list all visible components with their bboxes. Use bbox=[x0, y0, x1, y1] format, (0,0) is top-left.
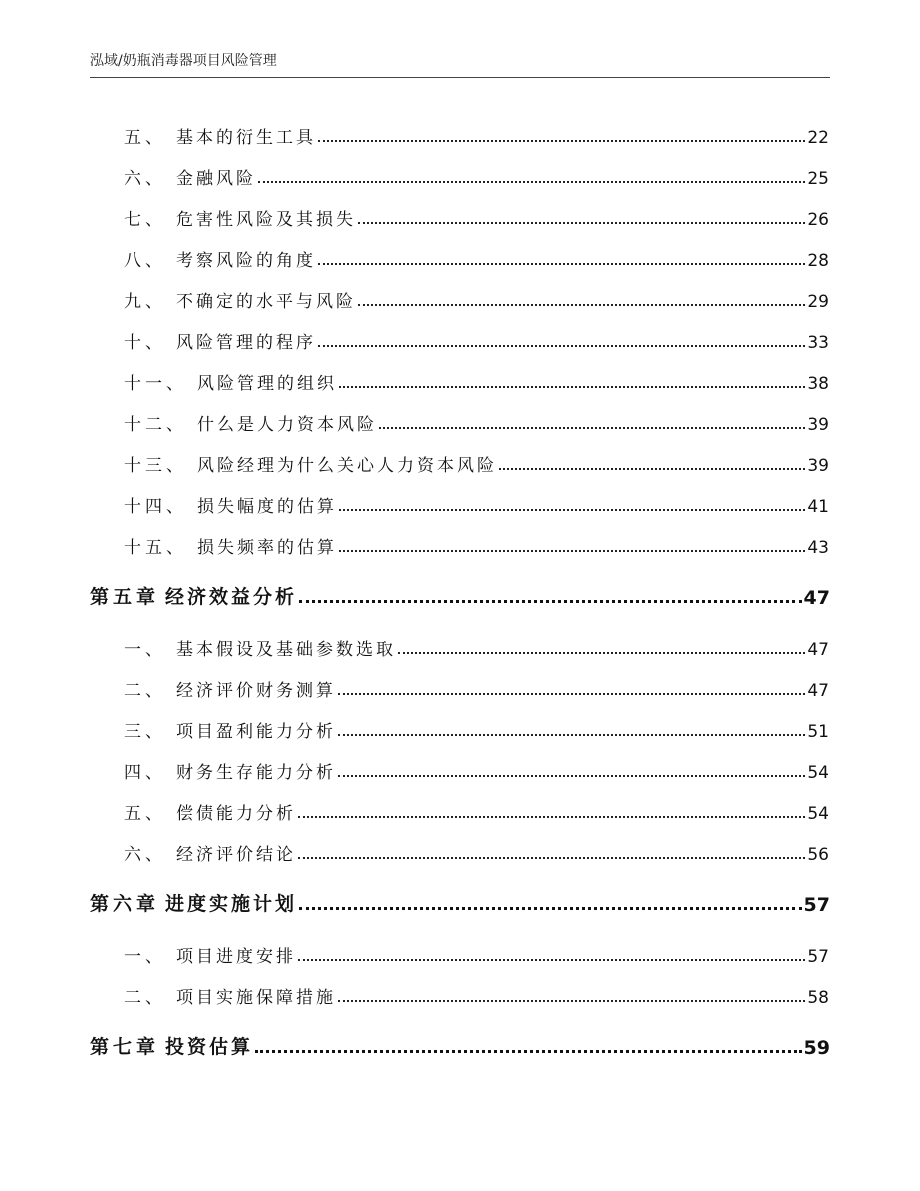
toc-entry-number: 十三、 bbox=[124, 456, 187, 476]
toc-page-number: 47 bbox=[807, 640, 829, 660]
toc-page-number: 43 bbox=[807, 538, 829, 558]
toc-entry-label bbox=[124, 410, 377, 435]
toc-section-entry[interactable] bbox=[124, 204, 829, 230]
toc-page-number: 54 bbox=[807, 804, 829, 824]
toc-dot-leader bbox=[298, 857, 805, 859]
toc-dot-leader bbox=[318, 140, 805, 142]
toc-page-number: 47 bbox=[807, 681, 829, 701]
toc-section-entry[interactable] bbox=[124, 491, 829, 517]
toc-entry-number: 九、 bbox=[124, 292, 166, 312]
toc-dot-leader bbox=[299, 907, 802, 910]
toc-section-entry[interactable] bbox=[124, 327, 829, 353]
toc-chapter-entry[interactable] bbox=[90, 1033, 830, 1059]
toc-section-entry[interactable] bbox=[124, 798, 829, 824]
toc-dot-leader bbox=[379, 427, 805, 429]
toc-entry-title: 进度实施计划 bbox=[165, 893, 298, 915]
toc-page-number: 57 bbox=[807, 947, 829, 967]
toc-entry-label bbox=[90, 582, 297, 609]
toc-section-entry[interactable] bbox=[124, 839, 829, 865]
toc-dot-leader bbox=[299, 600, 802, 603]
toc-chapter-entry[interactable] bbox=[90, 890, 830, 916]
toc-entry-title: 危害性风险及其损失 bbox=[176, 210, 356, 230]
toc-section-entry[interactable] bbox=[124, 122, 829, 148]
toc-entry-title: 项目进度安排 bbox=[176, 947, 296, 967]
toc-page-number: 38 bbox=[807, 374, 829, 394]
toc-entry-title: 项目实施保障措施 bbox=[176, 988, 336, 1008]
toc-section-entry[interactable] bbox=[124, 532, 829, 558]
toc-entry-label bbox=[124, 942, 296, 967]
toc-entry-title: 经济效益分析 bbox=[165, 586, 298, 608]
toc-entry-number: 七、 bbox=[124, 210, 166, 230]
toc-section-entry[interactable] bbox=[124, 450, 829, 476]
toc-entry-title: 风险经理为什么关心人力资本风险 bbox=[197, 456, 497, 476]
toc-section-entry[interactable] bbox=[124, 982, 829, 1008]
toc-page-number: 57 bbox=[803, 894, 830, 916]
toc-entry-title: 投资估算 bbox=[165, 1036, 254, 1058]
toc-dot-leader bbox=[499, 468, 805, 470]
toc-page-number: 54 bbox=[807, 763, 829, 783]
toc-page-number: 47 bbox=[803, 587, 830, 609]
toc-page-number: 51 bbox=[807, 722, 829, 742]
toc-entry-title: 风险管理的程序 bbox=[176, 333, 316, 353]
toc-entry-number: 第七章 bbox=[90, 1036, 160, 1058]
toc-entry-title: 考察风险的角度 bbox=[176, 251, 316, 271]
toc-dot-leader bbox=[298, 959, 805, 961]
toc-entry-number: 一、 bbox=[124, 947, 166, 967]
toc-entry-label bbox=[124, 635, 396, 660]
toc-entry-title: 财务生存能力分析 bbox=[176, 763, 336, 783]
toc-page-number: 59 bbox=[803, 1037, 830, 1059]
toc-page-number: 33 bbox=[807, 333, 829, 353]
toc-section-entry[interactable] bbox=[124, 716, 829, 742]
toc-section-entry[interactable] bbox=[124, 368, 829, 394]
toc-entry-label bbox=[124, 983, 336, 1008]
toc-section-entry[interactable] bbox=[124, 163, 829, 189]
toc-entry-label bbox=[124, 758, 336, 783]
toc-page-number: 58 bbox=[807, 988, 829, 1008]
running-header: 泓域/奶瓶消毒器项目风险管理 bbox=[90, 53, 277, 69]
toc-section-entry[interactable] bbox=[124, 634, 829, 660]
toc-entry-title: 基本假设及基础参数选取 bbox=[176, 640, 396, 660]
toc-dot-leader bbox=[298, 816, 805, 818]
toc-entry-title: 损失幅度的估算 bbox=[197, 497, 337, 517]
toc-entry-label bbox=[124, 328, 316, 353]
toc-entry-number: 五、 bbox=[124, 804, 166, 824]
toc-dot-leader bbox=[338, 734, 805, 736]
toc-entry-title: 什么是人力资本风险 bbox=[197, 415, 377, 435]
toc-section-entry[interactable] bbox=[124, 409, 829, 435]
toc-entry-number: 十四、 bbox=[124, 497, 187, 517]
toc-entry-title: 基本的衍生工具 bbox=[176, 128, 316, 148]
toc-page-number: 56 bbox=[807, 845, 829, 865]
toc-entry-number: 十、 bbox=[124, 333, 166, 353]
toc-entry-label bbox=[124, 287, 356, 312]
toc-entry-label bbox=[124, 533, 337, 558]
toc-page-number: 22 bbox=[807, 128, 829, 148]
toc-dot-leader bbox=[339, 550, 805, 552]
toc-entry-label bbox=[124, 123, 316, 148]
toc-entry-label bbox=[124, 205, 356, 230]
toc-entry-title: 风险管理的组织 bbox=[197, 374, 337, 394]
toc-dot-leader bbox=[338, 775, 805, 777]
toc-entry-label bbox=[124, 676, 336, 701]
toc-entry-number: 十五、 bbox=[124, 538, 187, 558]
toc-page-number: 39 bbox=[807, 415, 829, 435]
toc-entry-label bbox=[124, 369, 337, 394]
toc-entry-label bbox=[124, 451, 497, 476]
toc-entry-number: 四、 bbox=[124, 763, 166, 783]
toc-entry-number: 五、 bbox=[124, 128, 166, 148]
toc-page-number: 28 bbox=[807, 251, 829, 271]
toc-dot-leader bbox=[358, 304, 805, 306]
toc-dot-leader bbox=[258, 181, 805, 183]
toc-entry-title: 经济评价结论 bbox=[176, 845, 296, 865]
toc-page-number: 26 bbox=[807, 210, 829, 230]
toc-entry-number: 十二、 bbox=[124, 415, 187, 435]
toc-chapter-entry[interactable] bbox=[90, 583, 830, 609]
toc-entry-number: 六、 bbox=[124, 169, 166, 189]
toc-entry-number: 第五章 bbox=[90, 586, 160, 608]
toc-dot-leader bbox=[339, 386, 805, 388]
toc-entry-label bbox=[124, 246, 316, 271]
toc-dot-leader bbox=[338, 1000, 805, 1002]
toc-entry-number: 二、 bbox=[124, 988, 166, 1008]
toc-page-number: 41 bbox=[807, 497, 829, 517]
toc-entry-number: 十一、 bbox=[124, 374, 187, 394]
toc-dot-leader bbox=[318, 345, 805, 347]
toc-section-entry[interactable] bbox=[124, 941, 829, 967]
toc-page-number: 25 bbox=[807, 169, 829, 189]
toc-entry-number: 二、 bbox=[124, 681, 166, 701]
toc-dot-leader bbox=[338, 693, 805, 695]
toc-page-number: 39 bbox=[807, 456, 829, 476]
toc-entry-title: 经济评价财务测算 bbox=[176, 681, 336, 701]
toc-entry-title: 损失频率的估算 bbox=[197, 538, 337, 558]
toc-entry-label bbox=[124, 492, 337, 517]
toc-dot-leader bbox=[398, 652, 805, 654]
toc-page-number: 29 bbox=[807, 292, 829, 312]
toc-entry-title: 不确定的水平与风险 bbox=[176, 292, 356, 312]
toc-entry-title: 金融风险 bbox=[176, 169, 256, 189]
toc-entry-number: 六、 bbox=[124, 845, 166, 865]
toc-entry-label bbox=[90, 1032, 253, 1059]
toc-entry-label bbox=[124, 717, 336, 742]
toc-entry-label bbox=[124, 799, 296, 824]
toc-section-entry[interactable] bbox=[124, 757, 829, 783]
toc-entry-number: 第六章 bbox=[90, 893, 160, 915]
toc-entry-label bbox=[90, 889, 297, 916]
toc-section-entry[interactable] bbox=[124, 675, 829, 701]
toc-dot-leader bbox=[339, 509, 805, 511]
toc-dot-leader bbox=[358, 222, 805, 224]
toc-section-entry[interactable] bbox=[124, 245, 829, 271]
toc-entry-title: 偿债能力分析 bbox=[176, 804, 296, 824]
toc-entry-label bbox=[124, 164, 256, 189]
toc-entry-label bbox=[124, 840, 296, 865]
toc-entry-number: 三、 bbox=[124, 722, 166, 742]
toc-dot-leader bbox=[255, 1050, 802, 1053]
toc-entry-number: 一、 bbox=[124, 640, 166, 660]
toc-entry-number: 八、 bbox=[124, 251, 166, 271]
toc-section-entry[interactable] bbox=[124, 286, 829, 312]
toc-entry-title: 项目盈利能力分析 bbox=[176, 722, 336, 742]
toc-dot-leader bbox=[318, 263, 805, 265]
